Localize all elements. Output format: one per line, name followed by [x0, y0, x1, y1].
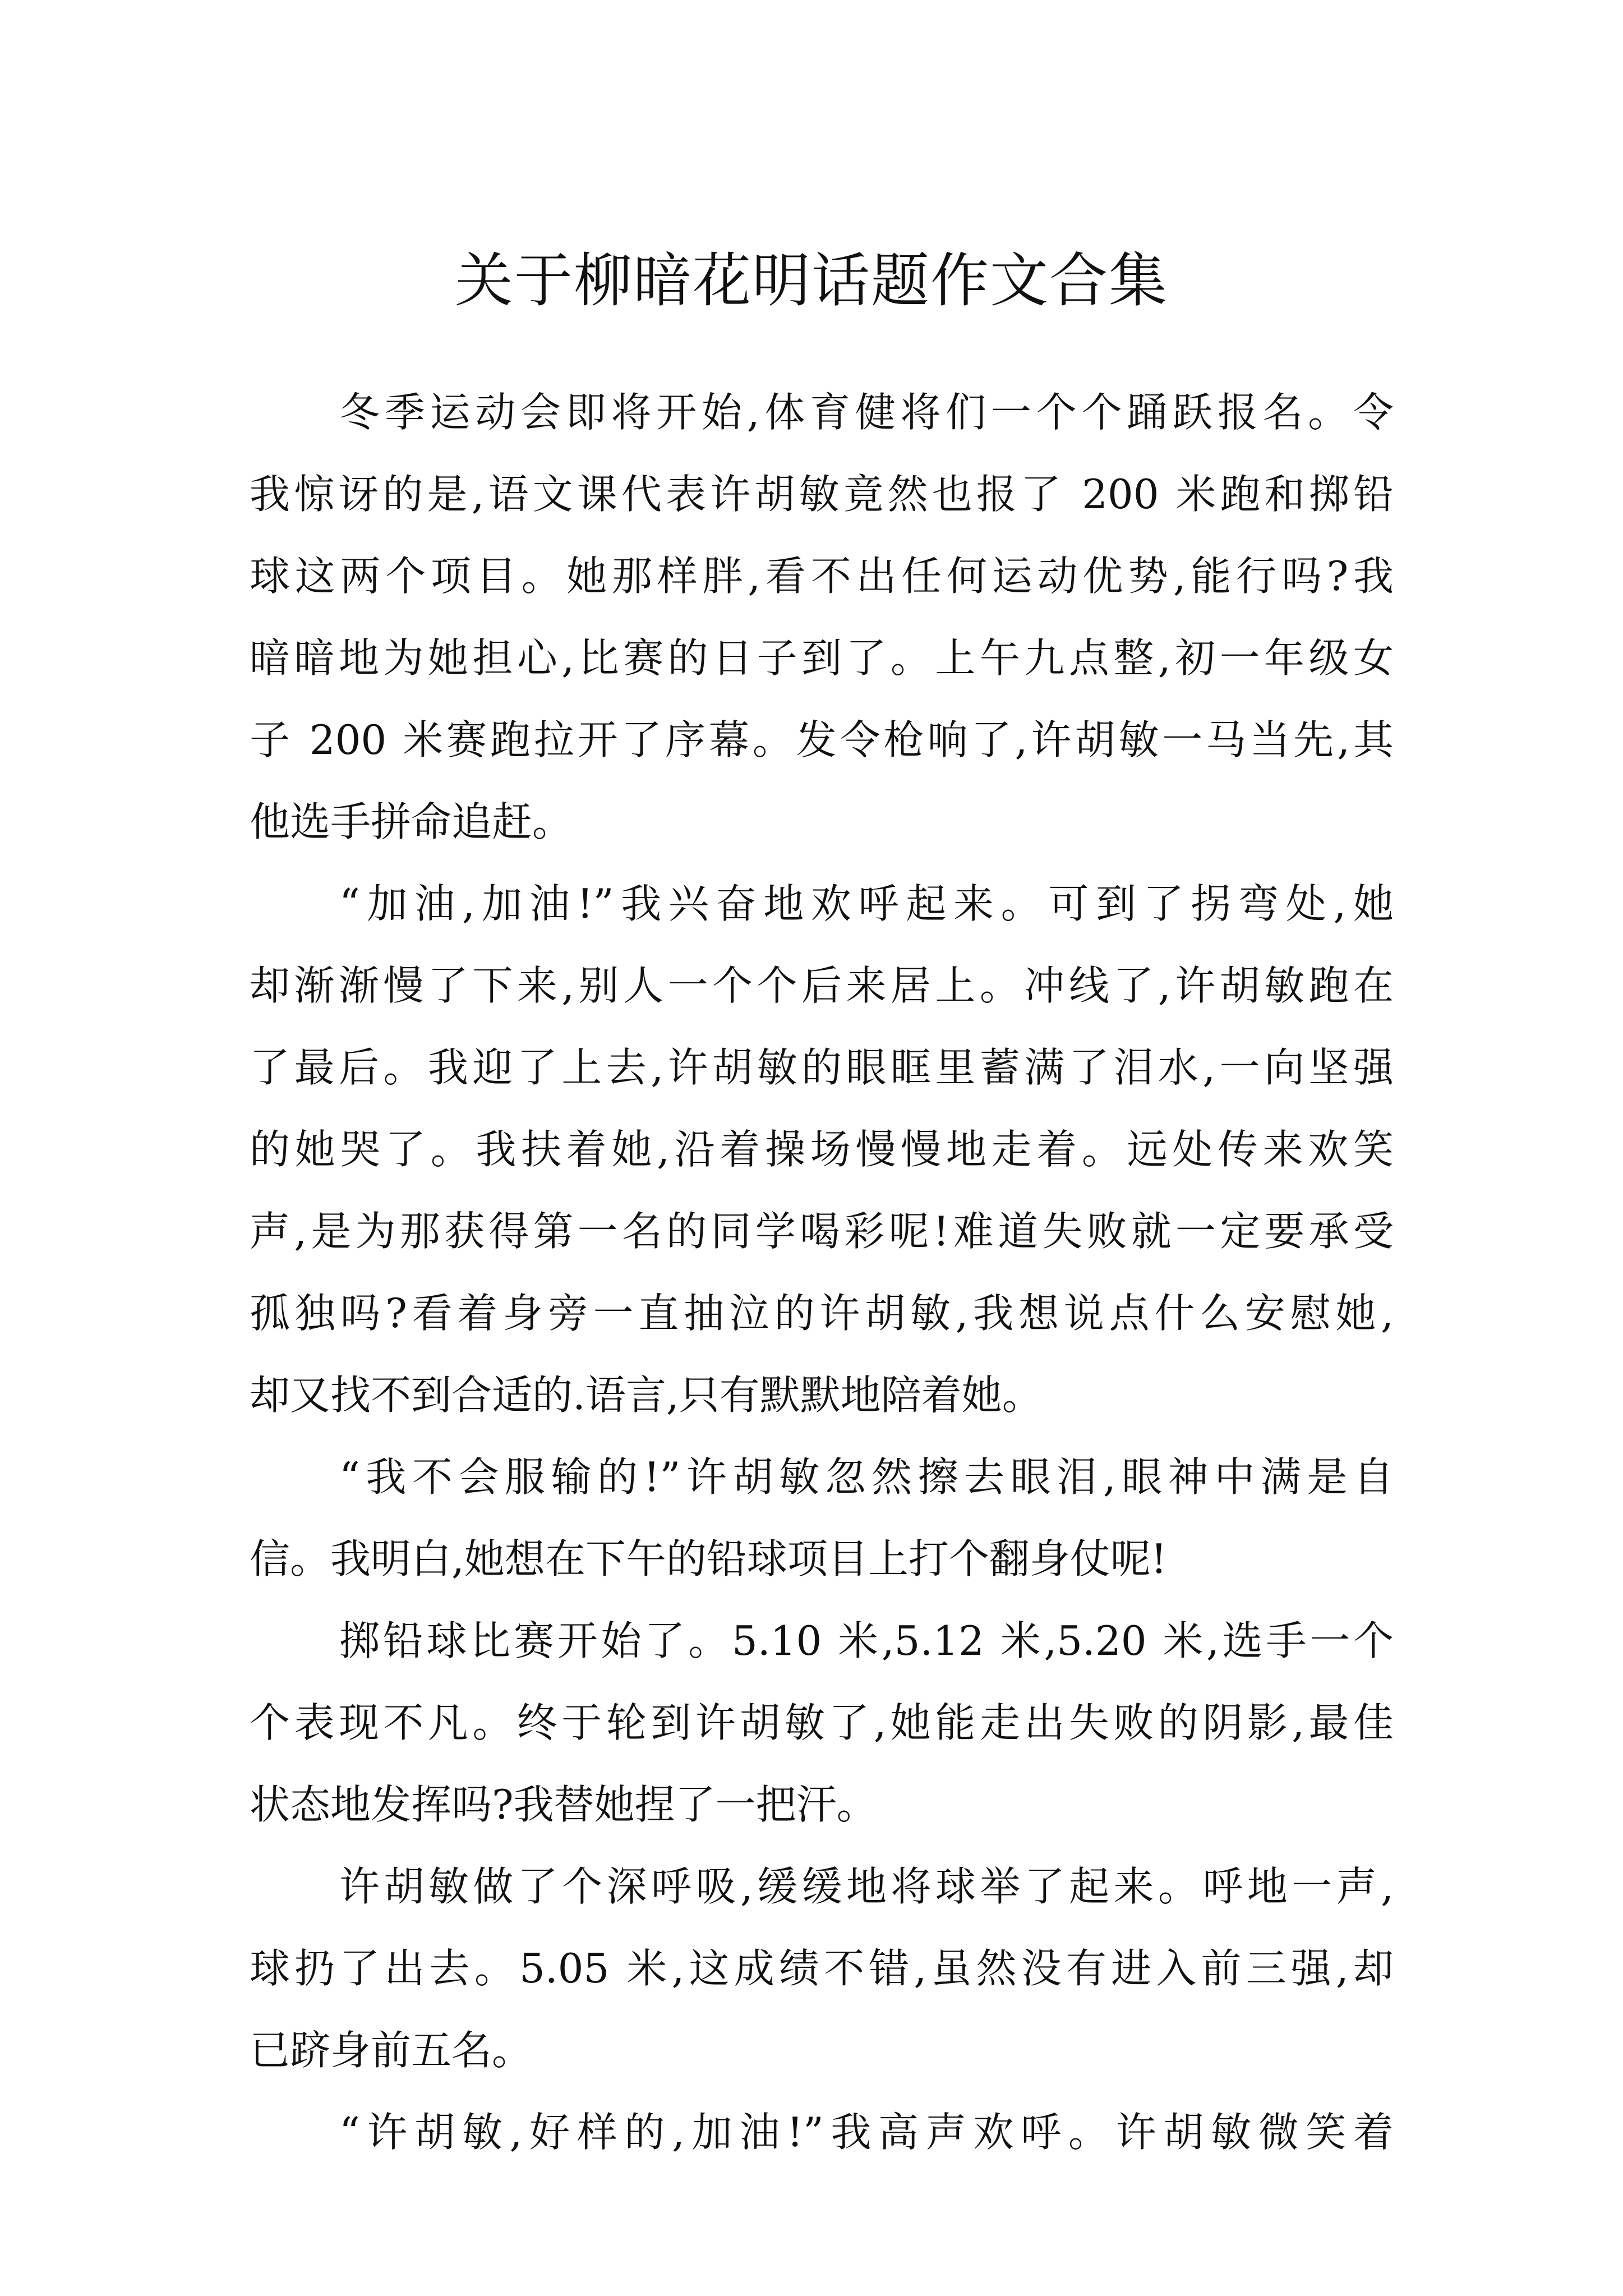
text-line: 状态地发挥吗?我替她捏了一把汗。 [250, 1781, 877, 1828]
text-line: “许胡敏,好样的,加油!”我高声欢呼。许胡敏微笑着 [339, 2109, 1394, 2156]
text-line: “加油,加油!”我兴奋地欢呼起来。可到了拐弯处,她 [339, 880, 1394, 927]
text-line: 已跻身前五名。 [250, 2027, 533, 2074]
text-line: 冬季运动会即将开始,体育健将们一个个踊跃报名。令 [339, 389, 1394, 436]
text-line: 的她哭了。我扶着她,沿着操场慢慢地走着。远处传来欢笑 [250, 1126, 1394, 1173]
text-line: 掷铅球比赛开始了。5.10 米,5.12 米,5.20 米,选手一个 [339, 1617, 1394, 1664]
essay-body [250, 371, 1394, 2173]
text-line: 孤独吗?看着身旁一直抽泣的许胡敏,我想说点什么安慰她, [250, 1290, 1394, 1337]
text-line: 却又找不到合适的.语言,只有默默地陪着她。 [250, 1372, 1043, 1419]
text-line: 许胡敏做了个深呼吸,缓缓地将球举了起来。呼地一声, [339, 1863, 1394, 1910]
text-line: 个表现不凡。终于轮到许胡敏了,她能走出失败的阴影,最佳 [250, 1699, 1394, 1746]
text-line: 他选手拼命追赶。 [250, 798, 573, 845]
page-title: 关于柳暗花明话题作文合集 [454, 246, 1168, 315]
text-line: 子 200 米赛跑拉开了序幕。发令枪响了,许胡敏一马当先,其 [250, 716, 1394, 763]
text-line: 信。我明白,她想在下午的铅球项目上打个翻身仗呢! [250, 1535, 1167, 1582]
text-line: 我惊讶的是,语文课代表许胡敏竟然也报了 200 米跑和掷铅 [250, 471, 1394, 518]
text-line: 球这两个项目。她那样胖,看不出任何运动优势,能行吗?我 [250, 553, 1394, 600]
text-line: 球扔了出去。5.05 米,这成绩不错,虽然没有进入前三强,却 [250, 1945, 1394, 1992]
text-line: 暗暗地为她担心,比赛的日子到了。上午九点整,初一年级女 [250, 634, 1394, 682]
text-line: 了最后。我迎了上去,许胡敏的眼眶里蓄满了泪水,一向坚强 [250, 1044, 1394, 1091]
text-line: “我不会服输的!”许胡敏忽然擦去眼泪,眼神中满是自 [339, 1453, 1394, 1501]
text-line: 声,是为那获得第一名的同学喝彩呢!难道失败就一定要承受 [250, 1208, 1394, 1255]
text-line: 却渐渐慢了下来,别人一个个后来居上。冲线了,许胡敏跑在 [250, 962, 1394, 1009]
